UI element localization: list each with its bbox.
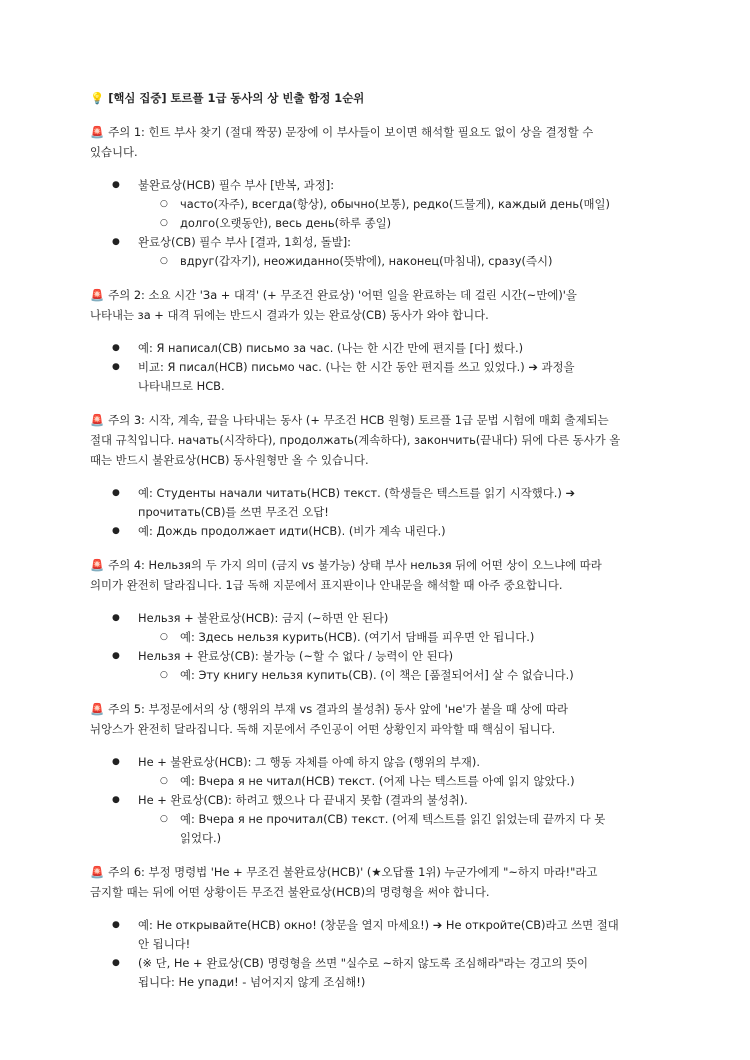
section-1-heading: 🚨 주의 1: 힌트 부사 찾기 (절대 짝꿍) 문장에 이 부사들이 보이면 해석할 필요도 없이 상을 결정할 수 있습니다. bbox=[90, 122, 666, 162]
list-item: ● Нельзя + 완료상(СВ): 불가능 (~할 수 없다 / 능력이 안 된다) ○ 예: Эту книгу нельзя купить(СВ). (이 책은 [품절되어서] 살 수 없습니다.) bbox=[90, 647, 666, 685]
rotating-light-icon: 🚨 bbox=[90, 413, 105, 427]
sub-list-item: ○ 예: Вчера я не читал(НСВ) текст. (어제 나는 텍스트를 아예 읽지 않았다.) bbox=[138, 772, 666, 791]
section-3-heading: 🚨 주의 3: 시작, 계속, 끝을 나타내는 동사 (+ 무조건 НСВ 원형) 토르플 1급 문법 시험에 매회 출제되는 절대 규칙입니다. начать(시작하다), продолжать(계속하다), закончить(끝내다) 뒤에 다른 동사가 올 때는 반드시 불완료상(НСВ) 동사원형만 올 수 있습니다. bbox=[90, 410, 666, 470]
list-item: ● 예: Я написал(СВ) письмо за час. (나는 한 시간 만에 편지를 [다] 썼다.) bbox=[90, 339, 666, 358]
section-2-heading: 🚨 주의 2: 소요 시간 'За + 대격' (+ 무조건 완료상) '어떤 일을 완료하는 데 걸린 시간(~만에)'을 나타내는 за + 대격 뒤에는 반드시 결과가 있는 완료상(СВ) 동사가 와야 합니다. bbox=[90, 285, 666, 325]
sub-list-item: ○ 예: Здесь нельзя курить(НСВ). (여기서 담배를 피우면 안 됩니다.) bbox=[138, 628, 666, 647]
rotating-light-icon: 🚨 bbox=[90, 702, 105, 716]
section-5-heading: 🚨 주의 5: 부정문에서의 상 (행위의 부재 vs 결과의 불성취) 동사 앞에 'не'가 붙을 때 상에 따라 뉘앙스가 완전히 달라집니다. 독해 지문에서 주인공이 어떤 상황인지 파악할 때 핵심이 됩니다. bbox=[90, 699, 666, 739]
list-item: ● Не + 불완료상(НСВ): 그 행동 자체를 아예 하지 않음 (행위의 부재). ○ 예: Вчера я не читал(НСВ) текст. (어제 나는 텍스트를 아예 읽지 않았다.) bbox=[90, 753, 666, 791]
lightbulb-icon: 💡 bbox=[90, 91, 105, 105]
section-1 bbox=[90, 122, 666, 271]
sub-list-item: ○ 예: Вчера я не прочитал(СВ) текст. (어제 텍스트를 읽긴 읽었는데 끝까지 다 못 읽었다.) bbox=[138, 810, 666, 848]
document-title: 💡 [핵심 집중] 토르플 1급 동사의 상 빈출 함정 1순위 bbox=[90, 88, 666, 108]
rotating-light-icon: 🚨 bbox=[90, 558, 105, 572]
sub-list-item: ○ часто(자주), всегда(항상), обычно(보통), редко(드물게), каждый день(매일) bbox=[138, 195, 666, 214]
sub-list-item: ○ 예: Эту книгу нельзя купить(СВ). (이 책은 [품절되어서] 살 수 없습니다.) bbox=[138, 666, 666, 685]
list-item: ● (※ 단, Не + 완료상(СВ) 명령형을 쓰면 "실수로 ~하지 않도록 조심해라"라는 경고의 뜻이 됩니다: Не упади! - 넘어지지 않게 조심해!) bbox=[90, 954, 666, 992]
rotating-light-icon: 🚨 bbox=[90, 865, 105, 879]
sub-list-item: ○ долго(오랫동안), весь день(하루 종일) bbox=[138, 214, 666, 233]
section-4-heading: 🚨 주의 4: Нельзя의 두 가지 의미 (금지 vs 불가능) 상태 부사 нельзя 뒤에 어떤 상이 오느냐에 따라 의미가 완전히 달라집니다. 1급 독해 지문에서 표지판이나 안내문을 해석할 때 아주 중요합니다. bbox=[90, 555, 666, 595]
list-item: ● 예: Студенты начали читать(НСВ) текст. (학생들은 텍스트를 읽기 시작했다.) ➔ прочитать(СВ)를 쓰면 무조건 오답! bbox=[90, 484, 666, 522]
list-item: ● Нельзя + 불완료상(НСВ): 금지 (~하면 안 된다) ○ 예: Здесь нельзя курить(НСВ). (여기서 담배를 피우면 안 됩니다.) bbox=[90, 609, 666, 647]
rotating-light-icon: 🚨 bbox=[90, 288, 105, 302]
section-6-heading: 🚨 주의 6: 부정 명령법 'Не + 무조건 불완료상(НСВ)' (★오답률 1위) 누군가에게 "~하지 마라!"라고 금지할 때는 뒤에 어떤 상황이든 무조건 불완료상(НСВ)의 명령형을 써야 합니다. bbox=[90, 862, 666, 902]
list-item: ● 비교: Я писал(НСВ) письмо час. (나는 한 시간 동안 편지를 쓰고 있었다.) ➔ 과정을 나타내므로 НСВ. bbox=[90, 358, 666, 396]
section-3 bbox=[90, 410, 666, 541]
rotating-light-icon: 🚨 bbox=[90, 125, 105, 139]
section-4 bbox=[90, 555, 666, 685]
section-6 bbox=[90, 862, 666, 992]
list-item: ● 불완료상(НСВ) 필수 부사 [반복, 과정]: ○ часто(자주), всегда(항상), обычно(보통), редко(드물게), каждый день(매일) ○ долго(오랫동안), весь день(하루 종일) bbox=[90, 176, 666, 233]
list-item: ● 완료상(СВ) 필수 부사 [결과, 1회성, 돌발]: ○ вдруг(갑자기), неожиданно(뜻밖에), наконец(마침내), сразу(즉시) bbox=[90, 233, 666, 271]
section-2 bbox=[90, 285, 666, 396]
section-5 bbox=[90, 699, 666, 848]
document-content bbox=[90, 88, 666, 992]
list-item: ● 예: Не открывайте(НСВ) окно! (창문을 열지 마세요!) ➔ Не откройте(СВ)라고 쓰면 절대 안 됩니다! bbox=[90, 916, 666, 954]
sub-list-item: ○ вдруг(갑자기), неожиданно(뜻밖에), наконец(마침내), сразу(즉시) bbox=[138, 252, 666, 271]
list-item: ● 예: Дождь продолжает идти(НСВ). (비가 계속 내린다.) bbox=[90, 522, 666, 541]
list-item: ● Не + 완료상(СВ): 하려고 했으나 다 끝내지 못함 (결과의 불성취). ○ 예: Вчера я не прочитал(СВ) текст. (어제 텍스트를 읽긴 읽었는데 끝까지 다 못 읽었다.) bbox=[90, 791, 666, 848]
